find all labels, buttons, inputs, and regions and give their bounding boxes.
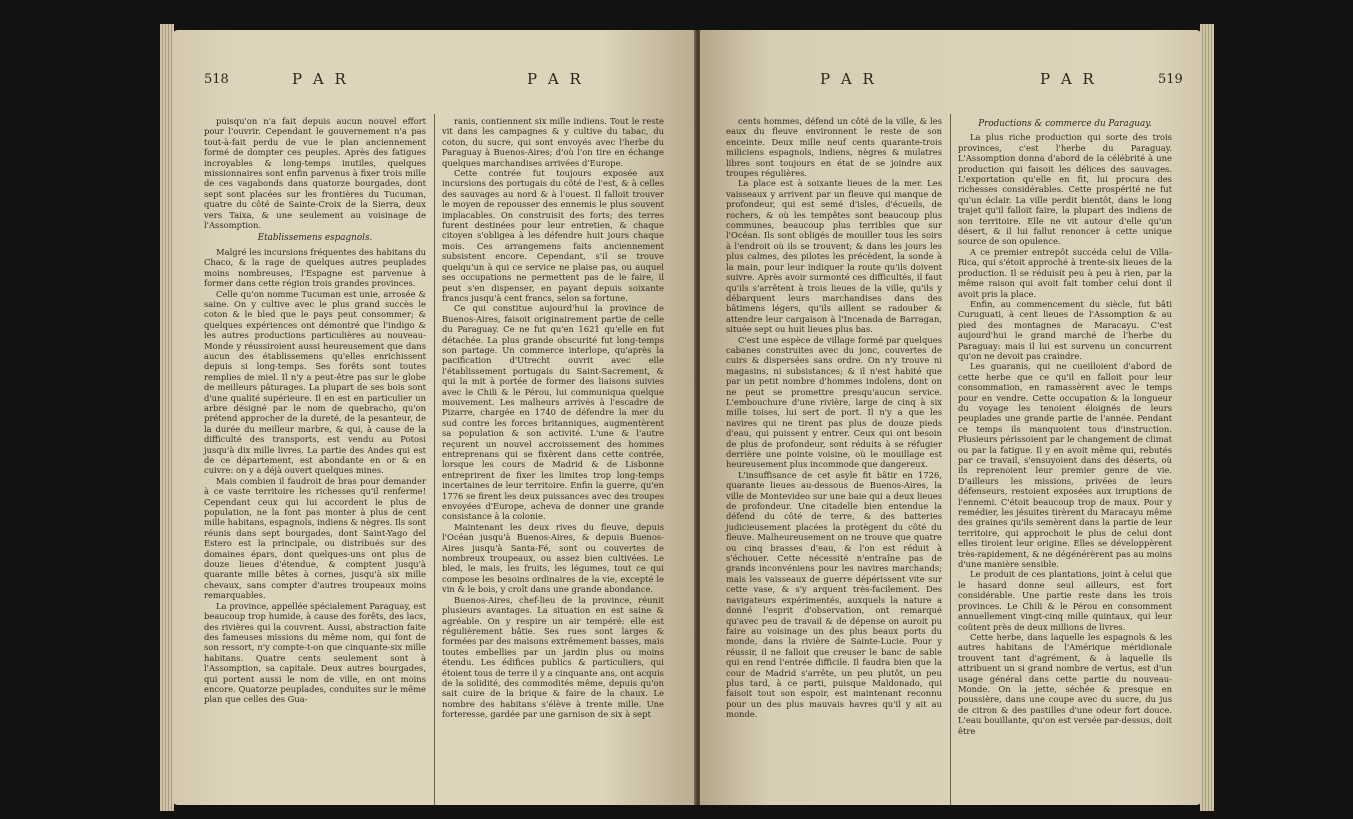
paragraph: Cette contrée fut toujours exposée aux incursions des portugais du côté de l'est, & à celles des sauvages au nord & à l'ouest. Il falloit trouver le moyen de repousser des ennemis le plus souvent implacables. On construisit des forts; des terres furent destinées pour leur entretien, & chaque citoyen s'obligea à les défendre huit jours chaque mois. Ces arrangemens faits anciennement subsistent encore. Cependant, s'il se trouve quelqu'un à qui ce service ne plaise pas, ou auquel ses occupations ne permettent pas de le faire, il peut s'en dispenser, en payant depuis soixante francs jusqu'à cent francs, selon sa fortune. (442, 168, 664, 303)
paragraph: Ce qui constitue aujourd'hui la province de Buenos-Aires, faisoit originairement partie de celle du Paraguay. Ce ne fut qu'en 1621 qu'elle en fut détachée. La plus grande obscurité fut long-temps son partage. Un commerce interlope, qu'après la pacification d'Utrecht ouvrit avec elle l'établissement portugais du Saint-Sacrement, & qui la mit à portée de former des liaisons suivies avec le Chili & le Pérou, lui communiqua quelque mouvement. Les malheurs arrivés à l'escadre de Pizarre, chargée en 1740 de défendre la mer du sud contre les forces britanniques, augmentèrent sa population & son activité. L'une & l'autre reçurent un nouvel accroissement des hommes entreprenans qui se fixèrent dans cette contrée, lorsque les cours de Madrid & de Lisbonne entreprirent de fixer les limites trop long-temps incertaines de leur territoire. Enfin la guerre, qu'en 1776 se firent les deux puissances avec des troupes envoyées d'Europe, acheva de donner une grande consistance à la colonie. (442, 303, 664, 522)
right-page (700, 30, 1202, 805)
paragraph: La province, appellée spécialement Paraguay, est beaucoup trop humide, à cause des forêts, des lacs, des rivières qui la couvrent. Aussi, abstraction faite des fameuses missions du même nom, qui font de son ressort, n'y compte-t-on que cinquante-six mille habitans. Quatre cents seulement sont à l'Assomption, sa capitale. Deux autres bourgades, qui portent aussi le nom de ville, en ont moins encore. Quatorze peuplades, conduites sur le même plan que celles des Gua- (204, 600, 426, 705)
section-heading: Productions & commerce du Paraguay. (978, 119, 1152, 129)
paragraph: Celle qu'on nomme Tucuman est unie, arrosée & saine. On y cultive avec le plus grand succès le coton & le bled que le pays peut consommer; & quelques expériences ont démontré que l'indigo & les autres productions particulières au nouveau-Monde y réussiroient aussi heureusement que dans aucun des établissemens qu'elles enrichissent depuis si long-temps. Ses forêts sont toutes remplies de miel. Il n'y a peut-être pas sur le globe de meilleurs pâturages. La plupart de ses bois sont d'une qualité supérieure. Il en est en particulier un arbre désigné par le nom de quebracho, qu'on prétend approcher de la dureté, de la pesanteur, de la durée du meilleur marbre, & qui, à cause de la difficulté des transports, est vendu au Potosi jusqu'à dix mille livres. La partie des Andes qui est de ce département, est abondante en or & en cuivre: on y a déjà ouvert quelques mines. (204, 288, 426, 476)
left-column-1 (204, 116, 426, 705)
paragraph: Cette herbe, dans laquelle les espagnols & les autres habitans de l'Amérique méridionale trouvent tant d'agrément, & à laquelle ils attribuent un si grand nombre de vertus, est d'un usage général dans cette partie du nouveau-Monde. On la jette, séchée & presque en poussière, dans une coupe avec du sucre, du jus de citron & des pastilles d'une odeur fort douce. L'eau bouillante, qu'on est versée par-dessus, doit être (958, 631, 1172, 736)
right-column-2 (958, 116, 1172, 736)
paragraph: Malgré les incursions fréquentes des habitans du Chaco, & la rage de quelques autres peuplades moins nombreuses, l'Espagne est parvenue à former dans cette région trois grandes provinces. (204, 246, 426, 289)
paragraph: A ce premier entrepôt succéda celui de Villa-Rica, qui s'étoit approché à trente-six lieues de la production. Il se réduisit peu à peu à rien, par la même raison qui avoit fait tomber celui dont il avoit pris la place. (958, 246, 1172, 299)
right-column-1 (726, 116, 942, 720)
paragraph: Buenos-Aires, chef-lieu de la province, réunit plusieurs avantages. La situation en est saine & agréable. On y respire un air tempéré: elle est régulièrement bâtie. Ses rues sont larges & formées par des maisons extrêmement basses, mais toutes embellies par un jardin plus ou moins étendu. Les édifices publics & particuliers, qui étoient tous de terre il y a cinquante ans, ont acquis de la solidité, des commodités même, depuis qu'on sait cuire de la brique & faire de la chaux. Le nombre des habitans s'élève à trente mille. Une forteresse, gardée par une garnison de six à sept (442, 594, 664, 720)
paragraph: La place est à soixante lieues de la mer. Les vaisseaux y arrivent par un fleuve qui manque de profondeur, qui est semé d'isles, d'écueils, de rochers, & où les tempêtes sont beaucoup plus communes, beaucoup plus terribles que sur l'Océan. Ils sont obligés de mouiller tous les soirs à l'endroit où ils se trouvent; & dans les jours les plus calmes, des pilotes les précèdent, la sonde à la main, pour leur indiquer la route qu'ils doivent suivre. Après avoir surmonté ces difficultés, il faut qu'ils s'arrêtent à trois lieues de la ville, qu'ils y débarquent leurs marchandises dans des bâtimens légers, qu'ils aillent se radouber & attendre leur cargaison à l'Incenada de Barragan, située sept ou huit lieues plus bas. (726, 178, 942, 335)
left-page (172, 30, 696, 805)
right-running-head-2: P A R (1040, 70, 1097, 88)
left-column-2 (442, 116, 664, 720)
paragraph: Mais combien il faudroit de bras pour demander à ce vaste territoire les richesses qu'il renferme! Cependant ceux qui lui accordent le plus de population, ne la font pas monter à plus de cent mille habitans, espagnols, indiens & nègres. Ils sont réunis dans sept bourgades, dont Saint-Yago del Estero est la principale, ou distribués sur des domaines épars, dont quelques-uns ont plus de douze lieues d'étendue, & comptent jusqu'à quarante mille bêtes à cornes, jusqu'à six mille chevaux, sans compter d'autres troupeaux moins remarquables. (204, 475, 426, 601)
paragraph: Le produit de ces plantations, joint à celui que le hasard donne seul ailleurs, est fort considérable. Une partie reste dans les trois provinces. Le Chili & le Pérou en consomment annuellement vingt-cinq mille quintaux, qui leur coûtent près de deux millions de livres. (958, 569, 1172, 632)
left-page-number: 518 (204, 72, 229, 87)
paragraph: Maintenant les deux rives du fleuve, depuis l'Océan jusqu'à Buenos-Aires, & depuis Buenos-Aires jusqu'à Santa-Fé, sont ou couvertes de nombreux troupeaux, ou assez bien cultivées. Le bled, le mais, les fruits, les légumes, tout ce qui compose les besoins ordinaires de la vie, excepté le vin & le bois, y croît dans une grande abondance. (442, 521, 664, 595)
paragraph: puisqu'on n'a fait depuis aucun nouvel effort pour l'ouvrir. Cependant le gouvernement n'a pas tout-à-fait perdu de vue le plan anciennement formé de dompter ces peuples. Après des fatigues incroyables & long-temps inutiles, quelques missionnaires sont enfin parvenus à fixer trois mille de ces vagabonds dans quatorze bourgades, dont sept sont placées sur les frontières du Tucuman, quatre du côté de Sainte-Croix de la Sierra, deux vers Taixa, & une seulement au voisinage de l'Assomption. (204, 116, 426, 231)
paragraph: ranis, contiennent six mille indiens. Tout le reste vit dans les campagnes & y cultive du tabac, du coton, du sucre, qui sont envoyés avec l'herbe du Paraguay à Buenos-Aires; d'où l'on tire en échange quelques marchandises arrivées d'Europe. (442, 116, 664, 168)
left-running-head-1: P A R (292, 70, 349, 88)
paragraph: L'insuffisance de cet asyle fit bâtir en 1726, quarante lieues au-dessous de Buenos-Aires, la ville de Montevideo sur une baie qui a deux lieues de profondeur. Une citadelle bien entendue la défend du côté de terre, & des batteries judicieusement placées la protègent du côté du fleuve. Malheureusement on ne trouve que quatre ou cinq brasses d'eau, & l'on est réduit à s'échouer. Cette nécessité n'entraîne pas de grands inconvéniens pour les navires marchands; mais les vaisseaux de guerre dépérissent vite sur cette vase, & s'y arquent très-facilement. Des navigateurs expérimentés, auxquels la nature a donné l'esprit d'observation, ont remarqué qu'avec peu de travail & de dépense on auroit pu faire au voisinage un des plus beaux ports du monde, dans la rivière de Sainte-Lucie. Pour y réussir, il ne falloit que creuser le banc de sable qui en rend l'entrée difficile. Il faudra bien que la cour de Madrid s'arrête, un peu plutôt, un peu plus tard, à ce parti, puisque Maldonado, qui faisoit tout son espoir, est maintenant reconnu pour un des plus mauvais havres qu'il y ait au monde. (726, 469, 942, 720)
right-page-number: 519 (1158, 72, 1183, 87)
paragraph: Enfin, au commencement du siècle, fut bâti Curuguati, à cent lieues de l'Assomption & au pied des montagnes de Maracayu. C'est aujourd'hui le grand marché de l'herbe du Paraguay: mais il lui est survenu un concurrent qu'on ne devoit pas craindre. (958, 298, 1172, 361)
column-rule (434, 114, 435, 805)
paragraph: Les guaranis, qui ne cueilloient d'abord de cette herbe que ce qu'il en falloit pour leur consommation, en ramassèrent avec le temps pour en vendre. Cette occupation & la longueur du voyage les tenoient éloignés de leurs peuplades une grande partie de l'année. Pendant ce temps ils manquoient tous d'instruction. Plusieurs périssoient par le changement de climat ou par la fatigue. Il y en avoit même qui, rebutés par ce travail, s'ensuyoient dans des déserts, où ils reprenoient leur premier genre de vie. D'ailleurs les missions, privées de leurs défenseurs, restoient exposées aux irruptions de l'ennemi. C'étoit beaucoup trop de maux. Pour y remédier, les jésuites tirèrent du Maracayu même des graines qu'ils semèrent dans la partie de leur territoire, qui approchoit le plus de celui dont elles tiroient leur origine. Elles se développèrent très-rapidement, & ne dégénérèrent pas au moins d'une manière sensible. (958, 361, 1172, 570)
column-rule (950, 114, 951, 805)
left-running-head-2: P A R (527, 70, 584, 88)
section-heading: Etablissemens espagnols. (257, 233, 373, 244)
paragraph: C'est une espèce de village formé par quelques cabanes construites avec du jonc, couvertes de cuirs & dispersées sans ordre. On n'y trouve ni magasins, ni subsistances; & il n'est habité que par un petit nombre d'hommes indolens, dont on ne peut se promettre presqu'aucun service. L'embouchure d'une rivière, large de cinq à six mille toises, lui sert de port. Il n'y a que les navires qui ne tirent pas plus de douze pieds d'eau, qui puissent y entrer. Ceux qui ont besoin de plus de profondeur, sont réduits à se réfugier derrière une pointe voisine, où le mouillage est heureusement plus incommode que dangereux. (726, 334, 942, 470)
right-running-head-1: P A R (820, 70, 877, 88)
right-page-edges (1200, 24, 1214, 811)
paragraph: cents hommes, défend un côté de la ville, & les eaux du fleuve environnent le reste de son enceinte. Deux mille neuf cents quarante-trois miliciens espagnols, indiens, nègres & mulatres libres sont toujours en état de se joindre aux troupes régulières. (726, 116, 942, 179)
paragraph: La plus riche production qui sorte des trois provinces, c'est l'herbe du Paraguay. L'Assomption donna d'abord de la célébrité à une production qui faisoit les délices des sauvages. L'exportation qu'elle en fit, lui procura des richesses considérables. Cette prospérité ne fut qu'un éclair. La ville perdit bientôt, dans le long trajet qu'il falloit faire, la plupart des indiens de son territoire. Elle ne vit autour d'elle qu'un désert, & il lui fallut renoncer à cette unique source de son opulence. (958, 132, 1172, 247)
